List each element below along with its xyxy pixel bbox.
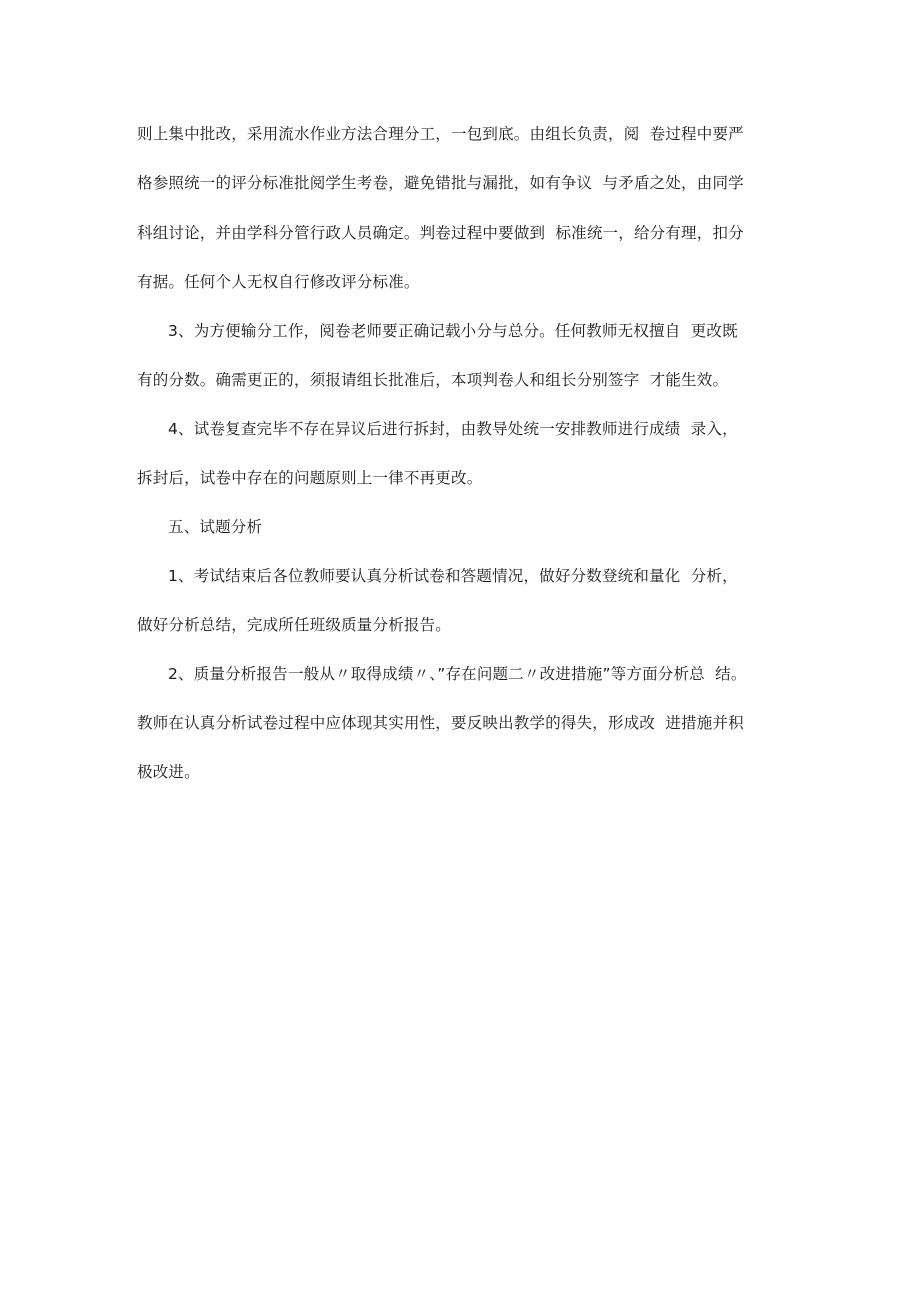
text-line: 科组讨论，并由学科分管行政人员确定。判卷过程中要做到 标准统一，给分有理，扣分 xyxy=(137,224,744,242)
section-heading: 五、试题分析 xyxy=(168,518,263,536)
text-line: 极改进。 xyxy=(137,763,200,781)
text-line: 3、为方便输分工作，阅卷老师要正确记载小分与总分。任何教师无权擅自 更改既 xyxy=(168,322,738,340)
text-line: 做好分析总结，完成所任班级质量分析报告。 xyxy=(137,616,452,634)
text-line: 格参照统一的评分标准批阅学生考卷，避免错批与漏批，如有争议 与矛盾之处，由同学 xyxy=(137,174,744,192)
text-line: 拆封后，试卷中存在的问题原则上一律不再更改。 xyxy=(137,469,483,487)
text-line: 2、质量分析报告一般从〃取得成绩〃、”存在问题二〃改进措施”等方面分析总 结。 xyxy=(168,665,747,683)
text-line: 教师在认真分析试卷过程中应体现其实用性，要反映出教学的得失，形成改 进措施并积 xyxy=(137,714,744,732)
text-line: 有的分数。确需更正的，须报请组长批准后，本项判卷人和组长分别签字 才能生效。 xyxy=(137,371,729,389)
text-line: 有据。任何个人无权自行修改评分标准。 xyxy=(137,273,420,291)
text-line: 则上集中批改，采用流水作业方法合理分工，一包到底。由组长负责，阅 卷过程中要严 xyxy=(137,125,744,143)
text-line: 1、考试结束后各位教师要认真分析试卷和答题情况，做好分数登统和量化 分析， xyxy=(168,567,738,585)
text-line: 4、试卷复查完毕不存在异议后进行拆封，由教导处统一安排教师进行成绩 录入， xyxy=(168,420,738,438)
